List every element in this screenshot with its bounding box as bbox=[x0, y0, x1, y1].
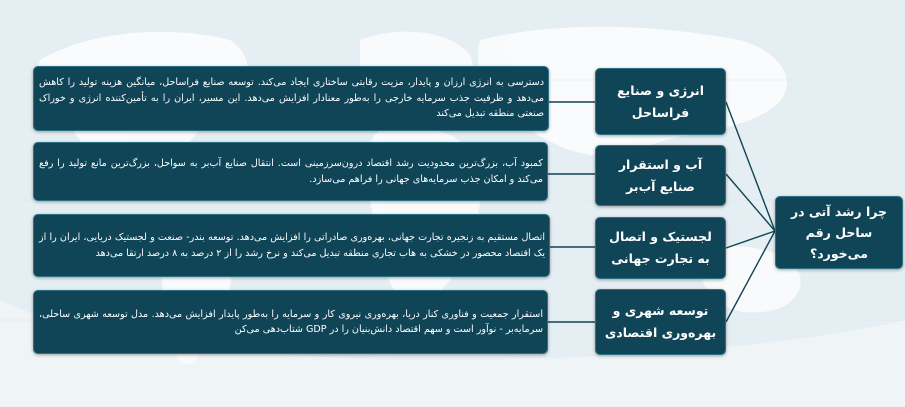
branch-title-label: لجستیک و اتصال به تجارت جهانی bbox=[609, 229, 712, 266]
branch-title-logistics bbox=[595, 217, 726, 279]
connector-branch-1 bbox=[726, 102, 775, 231]
connector-branch-2 bbox=[726, 174, 775, 231]
branch-description-text: دسترسی به انرژی ارزان و پایدار، مزیت رقابتی ساختاری ایجاد می‌کند. توسعه صنایع فراساحل، میانگین هزینه تولید را کاهش می‌دهد و ظرفیت جذب سرمایه خارجی را به‌طور معنادار افزایش می‌دهد. این مسیر، ایران را به تأمین‌کننده انرژی و خوراک صنعتی منطقه تبدیل می‌کند bbox=[39, 77, 544, 120]
root-question-box bbox=[775, 196, 903, 269]
branch-description-urban bbox=[33, 290, 548, 354]
branch-title-urban bbox=[595, 289, 726, 355]
branch-title-energy bbox=[595, 68, 726, 135]
branch-description-logistics bbox=[33, 214, 550, 277]
branch-description-text: استقرار جمعیت و فناوری کنار دریا، بهره‌وری نیروی کار و سرمایه را به‌طور پایدار افزایش می‌دهد. مدل توسعه شهری ساحلی، سرمایه‌بر - نوآور است و سهم اقتصاد دانش‌بنیان را در GDP شتاب‌دهی می‌کن bbox=[39, 308, 543, 335]
branch-title-label: انرژی و صنایع فراساحل bbox=[617, 82, 704, 120]
branch-title-label: توسعه شهری و بهره‌وری اقتصادی bbox=[604, 303, 717, 340]
branch-title-label: آب و استقرار صنایع آب‌بر bbox=[618, 156, 703, 194]
branch-description-water bbox=[33, 142, 548, 201]
connector-branch-4 bbox=[726, 231, 775, 322]
branch-description-text: کمبود آب، بزرگ‌ترین محدودیت رشد اقتصاد درون‌سرزمینی است. انتقال صنایع آب‌بر به سواحل، بزرگ‌ترین مانع تولید را رفع می‌کند و امکان جذب سرمایه‌های جهانی را فراهم می‌سازد. bbox=[39, 158, 543, 185]
branch-title-water bbox=[595, 145, 726, 206]
root-question-label: چرا رشد آتی در ساحل رقم می‌خورد؟ bbox=[790, 204, 888, 261]
branch-description-energy bbox=[33, 66, 549, 131]
branch-description-text: اتصال مستقیم به زنجیره تجارت جهانی، بهره‌وری صادراتی را افزایش می‌دهد. توسعه بندر- صنعت و لجستیک دریایی، ایران را از یک اقتصاد محصور در خشکی به هاب تجاری منطقه تبدیل می‌کند و نرخ رشد را از ۲ درصد به ۸ درصد ارتقا می‌دهد bbox=[39, 232, 545, 259]
